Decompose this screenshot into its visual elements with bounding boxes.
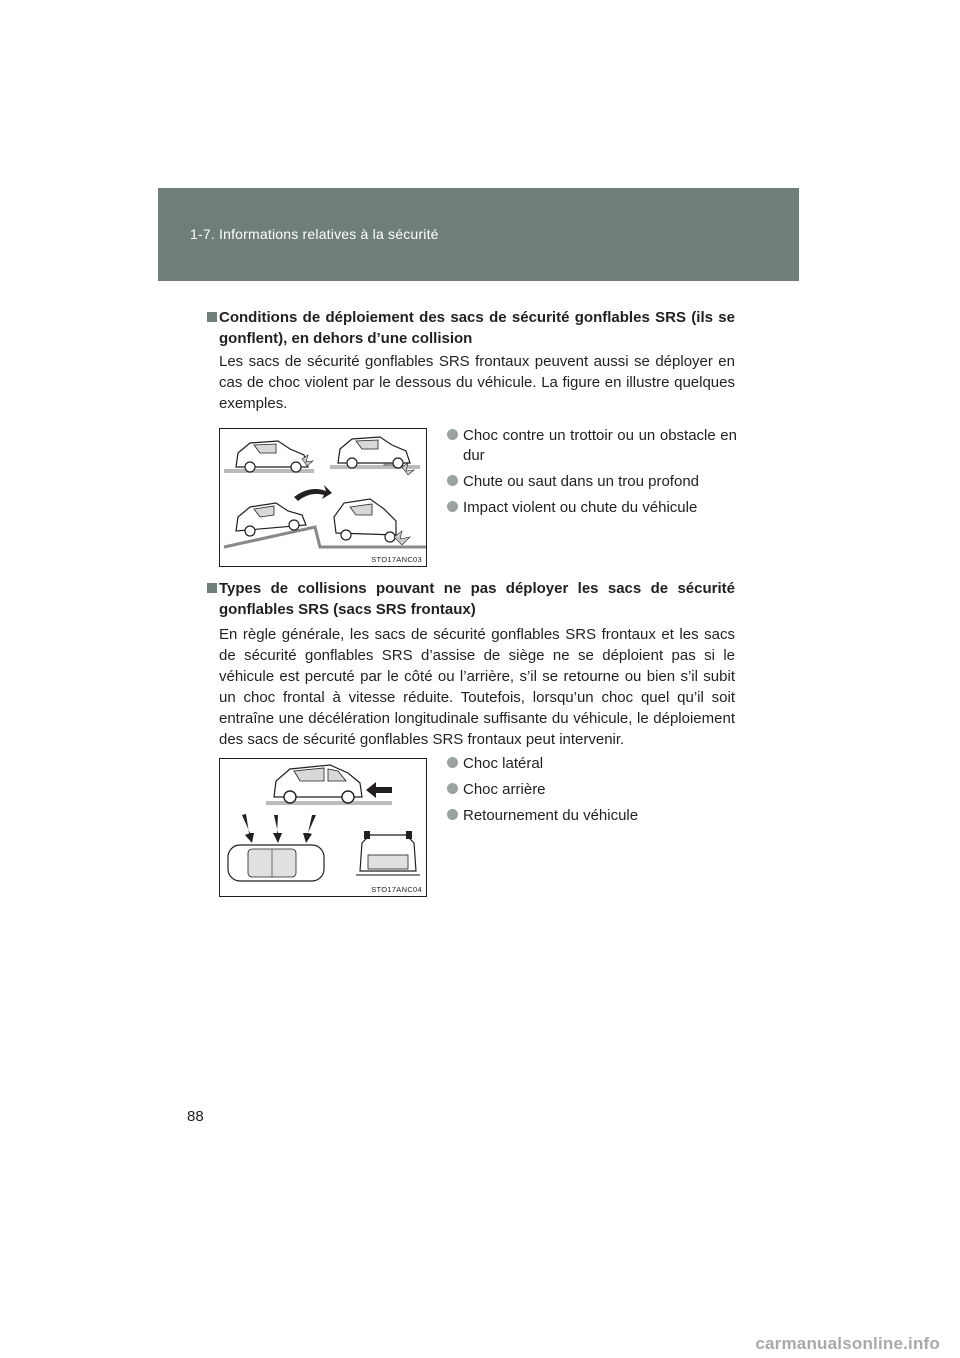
bullet-dot-icon [447,429,458,440]
bullet-dot-icon [447,757,458,768]
section1-bullet-list [447,426,737,524]
list-item: Choc contre un trottoir ou un obstacle en dur [447,426,737,466]
bullet-dot-icon [447,475,458,486]
section1-heading: Conditions de déploiement des sacs de sécurité gonflables SRS (ils se gonflent), en dehors d’une collision [207,307,735,349]
under-vehicle-impact-illustration [220,429,426,566]
section2-heading: Types de collisions pouvant ne pas déployer les sacs de sécurité gonflables SRS (sacs SRS frontaux) [207,578,735,620]
header-band [158,188,799,281]
list-item: Chute ou saut dans un trou profond [447,472,737,492]
watermark-link[interactable]: carmanualsonline.info [755,1334,940,1353]
figure-code: STO17ANC04 [371,885,422,894]
list-item: Choc arrière [447,780,737,800]
section2-body: En règle générale, les sacs de sécurité gonflables SRS frontaux et les sacs de sécurité gonflables SRS d’assise de siège ne se déploient pas si le véhicule est percuté par le côté ou l’arrière, s’il se retourne ou bien s’il subit un choc frontal à vitesse réduite. Toutefois, lorsqu’un choc quel qu’il soit entraîne une décélération longitudinale suffisante du véhicule, le déploiement des sacs de sécurité gonflables SRS frontaux peut intervenir. [219,626,735,748]
bullet-dot-icon [447,501,458,512]
list-item: Impact violent ou chute du véhicule [447,498,737,518]
figure-non-deployment-collisions [219,758,427,897]
heading-square-icon [207,583,217,593]
section-title: 1-7. Informations relatives à la sécurité [190,226,439,242]
list-item: Choc latéral [447,754,737,774]
non-deployment-collision-illustration [220,759,426,896]
bullet-dot-icon [447,809,458,820]
list-item: Retournement du véhicule [447,806,737,826]
figure-code: STO17ANC03 [371,555,422,564]
heading-square-icon [207,312,217,322]
section2-bullet-list [447,754,737,832]
section1-body: Les sacs de sécurité gonflables SRS frontaux peuvent aussi se déployer en cas de choc violent par le dessous du véhicule. La figure en illustre quelques exemples. [219,353,735,412]
bullet-dot-icon [447,783,458,794]
figure-under-vehicle-impacts [219,428,427,567]
page-number: 88 [187,1108,204,1125]
